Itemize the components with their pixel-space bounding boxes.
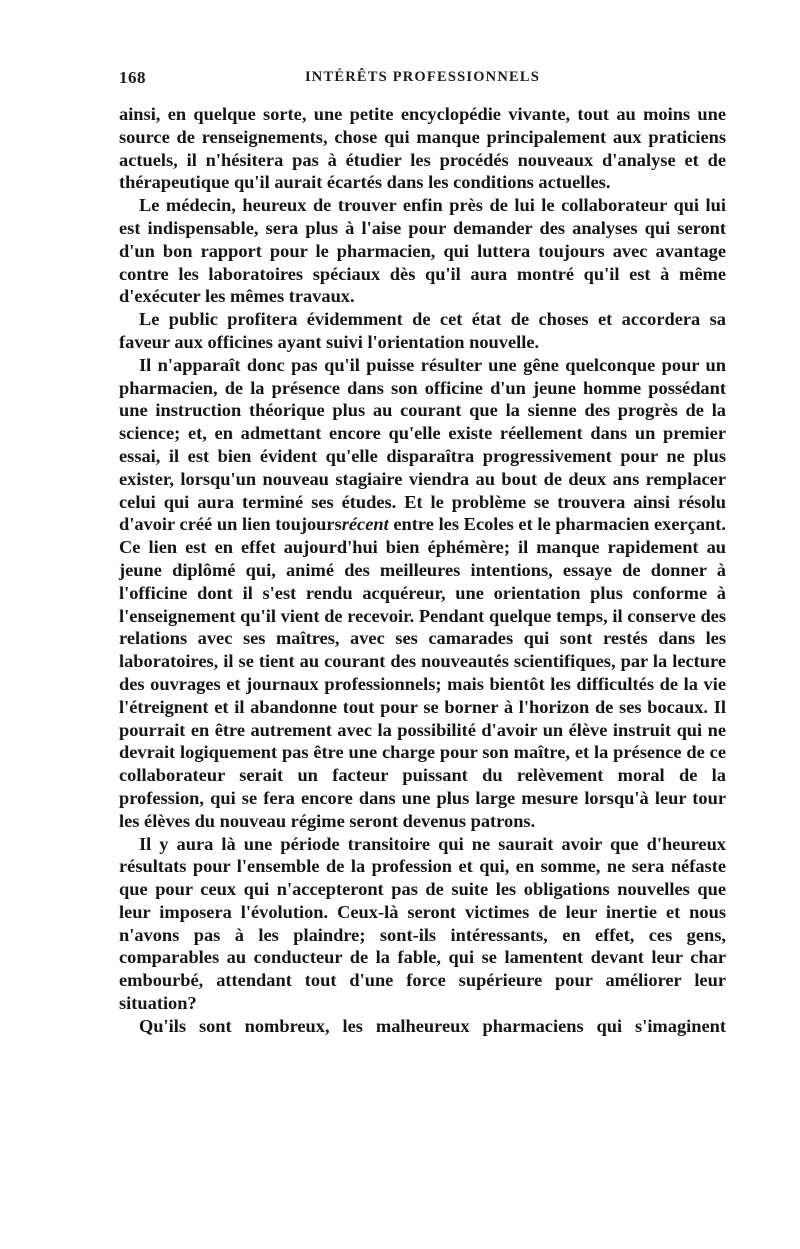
paragraph-1: ainsi, en quelque sorte, une petite encyclopédie vivante, tout au moins une source de renseignements, chose qui manque principalement aux praticiens actuels, il n'hésitera pas à étudier les procédés nouveaux d'analyse et de thérapeutique qu'il aurait écartés dans les conditions actuelles. <box>119 104 726 193</box>
emphasis-recent: récent <box>341 514 389 535</box>
paragraph-4 <box>119 354 726 833</box>
paragraph-6: Qu'ils sont nombreux, les malheureux pharmaciens qui s'imaginent <box>139 1015 726 1036</box>
body-text <box>119 103 726 1038</box>
paragraph-4-text-b: entre les Ecoles et le pharmacien exerçant. Ce lien est en effet aujourd'hui bien éphémère; il manque rapidement au jeune diplômé qui, animé des meilleures intentions, essaye de donner à l'officine dont il s'est rendu acquéreur, une orientation plus conforme à l'enseignement qu'il vient de recevoir. Pendant quelque temps, il conserve des relations avec ses maîtres, avec ses camarades qui sont restés dans les laboratoires, il se tient au courant des nouveautés scientifiques, par la lecture des ouvrages et journaux professionnels; mais bientôt les difficultés de la vie l'étreignent et il abandonne tout pour se borner à l'horizon de ses bocaux. Il pourrait en être autrement avec la possibilité d'avoir un élève instruit qui ne devrait logiquement pas être une charge pour son maître, et la présence de ce collaborateur serait un facteur puissant du relèvement moral de la profession, qui se fera encore dans une plus large mesure lorsqu'à leur tour les élèves du nouveau régime seront devenus patrons. <box>119 514 726 831</box>
running-title: INTÉRÊTS PROFESSIONNELS <box>304 69 541 85</box>
paragraph-2: Le médecin, heureux de trouver enfin près de lui le collaborateur qui lui est indispensable, sera plus à l'aise pour demander des analyses qui seront d'un bon rapport pour le pharmacien, qui luttera toujours avec avantage contre les laboratoires spéciaux dès qu'il aura montré qu'il est à même d'exécuter les mêmes travaux. <box>119 195 726 307</box>
paragraph-4-text-a: Il n'apparaît donc pas qu'il puisse résulter une gêne quelconque pour un pharmacien, de la présence dans son officine d'un jeune homme possédant une instruction théorique plus au courant que la sienne des progrès de la science; et, en admettant encore qu'elle existe réellement dans un premier essai, il est bien évident qu'elle disparaîtra progressivement pour ne plus exister, lorsqu'un nouveau stagiaire viendra au bout de deux ans remplacer celui qui aura terminé ses études. Et le problème se trouvera ainsi résolu d'avoir créé un lien toujours <box>119 354 726 535</box>
running-header <box>119 68 726 94</box>
paragraph-5: Il y aura là une période transitoire qui ne saurait avoir que d'heureux résultats pour l'ensemble de la profession et qui, en somme, ne sera néfaste que pour ceux qui n'accepteront pas de suite les obligations nouvelles que leur imposera l'évolution. Ceux-là seront victimes de leur inertie et nous n'avons pas à les plaindre; sont-ils intéressants, en effet, ces gens, comparables au conducteur de la fable, qui se lamentent devant leur char embourbé, attendant tout d'une force supérieure pour améliorer leur situation? <box>119 833 726 1014</box>
paragraph-3: Le public profitera évidemment de cet état de choses et accordera sa faveur aux officines ayant suivi l'orientation nouvelle. <box>119 309 726 352</box>
page-number: 168 <box>119 68 146 87</box>
